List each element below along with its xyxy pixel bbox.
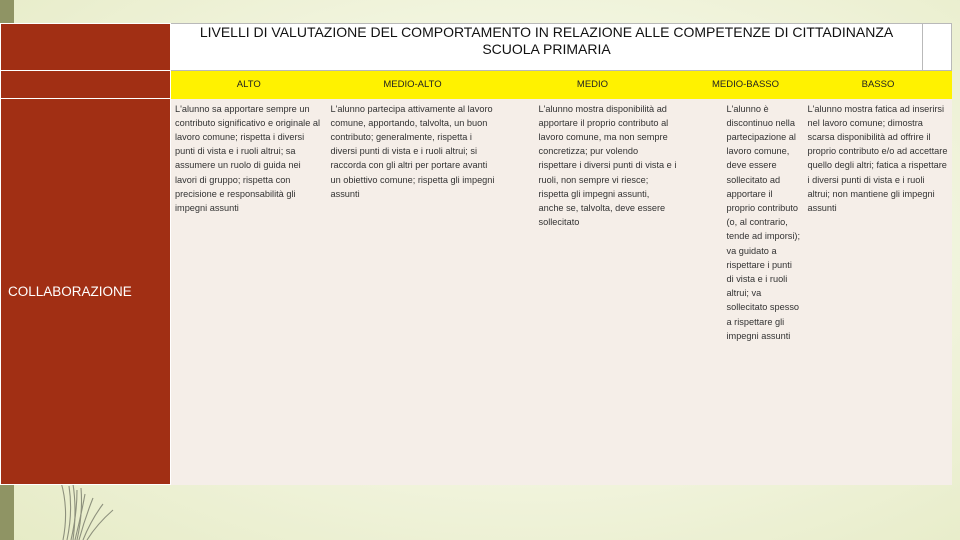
- level-medio-alto: MEDIO-ALTO: [327, 71, 499, 99]
- corner-cell: [1, 24, 171, 71]
- level-header-blank: [1, 71, 171, 99]
- level-basso: BASSO: [805, 71, 952, 99]
- description-basso: L'alunno mostra fatica ad inserirsi nel lavoro comune; dimostra scarsa disponibilità ad offrire il proprio contributo e/o ad accettare quello degli altri; fatica a rispettare i diversi punti di vista e i ruoli altrui; non mantiene gli impegni assunti: [805, 99, 952, 485]
- row-label-collaborazione: COLLABORAZIONE: [1, 99, 171, 485]
- level-alto: ALTO: [171, 71, 327, 99]
- description-medio-basso: L'alunno è discontinuo nella partecipazione al lavoro comune, deve essere sollecitato ad apportare il proprio contributo (o, al contrario, tende ad imporsi); va guidato a rispettare i punti di vista e i ruoli altrui; va sollecitato spesso a rispettare gli impegni assunti: [687, 99, 805, 485]
- level-medio-basso: MEDIO-BASSO: [687, 71, 805, 99]
- description-medio-alto: L'alunno partecipa attivamente al lavoro comune, apportando, talvolta, un buon contributo; generalmente, rispetta i diversi punti di vista e i ruoli altrui; si raccorda con gli altri per portare avanti un obiettivo comune; rispetta gli impegni assunti: [327, 99, 499, 485]
- grass-decoration: [55, 480, 165, 540]
- evaluation-table: [0, 23, 952, 485]
- description-alto: L'alunno sa apportare sempre un contributo significativo e originale al lavoro comune; rispetta i diversi punti di vista e i ruoli altrui; sa assumere un ruolo di guida nei lavori di gruppo; rispetta con precisione e responsabilità gli impegni assunti: [171, 99, 327, 485]
- level-medio: MEDIO: [499, 71, 687, 99]
- table-title: LIVELLI DI VALUTAZIONE DEL COMPORTAMENTO IN RELAZIONE ALLE COMPETENZE DI CITTADINANZA SCUOLA PRIMARIA: [171, 24, 923, 71]
- title-end-cell: [923, 24, 952, 71]
- description-medio: L'alunno mostra disponibilità ad apportare il proprio contributo al lavoro comune, ma non sempre concretizza; pur volendo rispettare i diversi punti di vista e i ruoli, non sempre vi riesce; rispetta gli impegni assunti, anche se, talvolta, deve essere sollecitato: [499, 99, 687, 485]
